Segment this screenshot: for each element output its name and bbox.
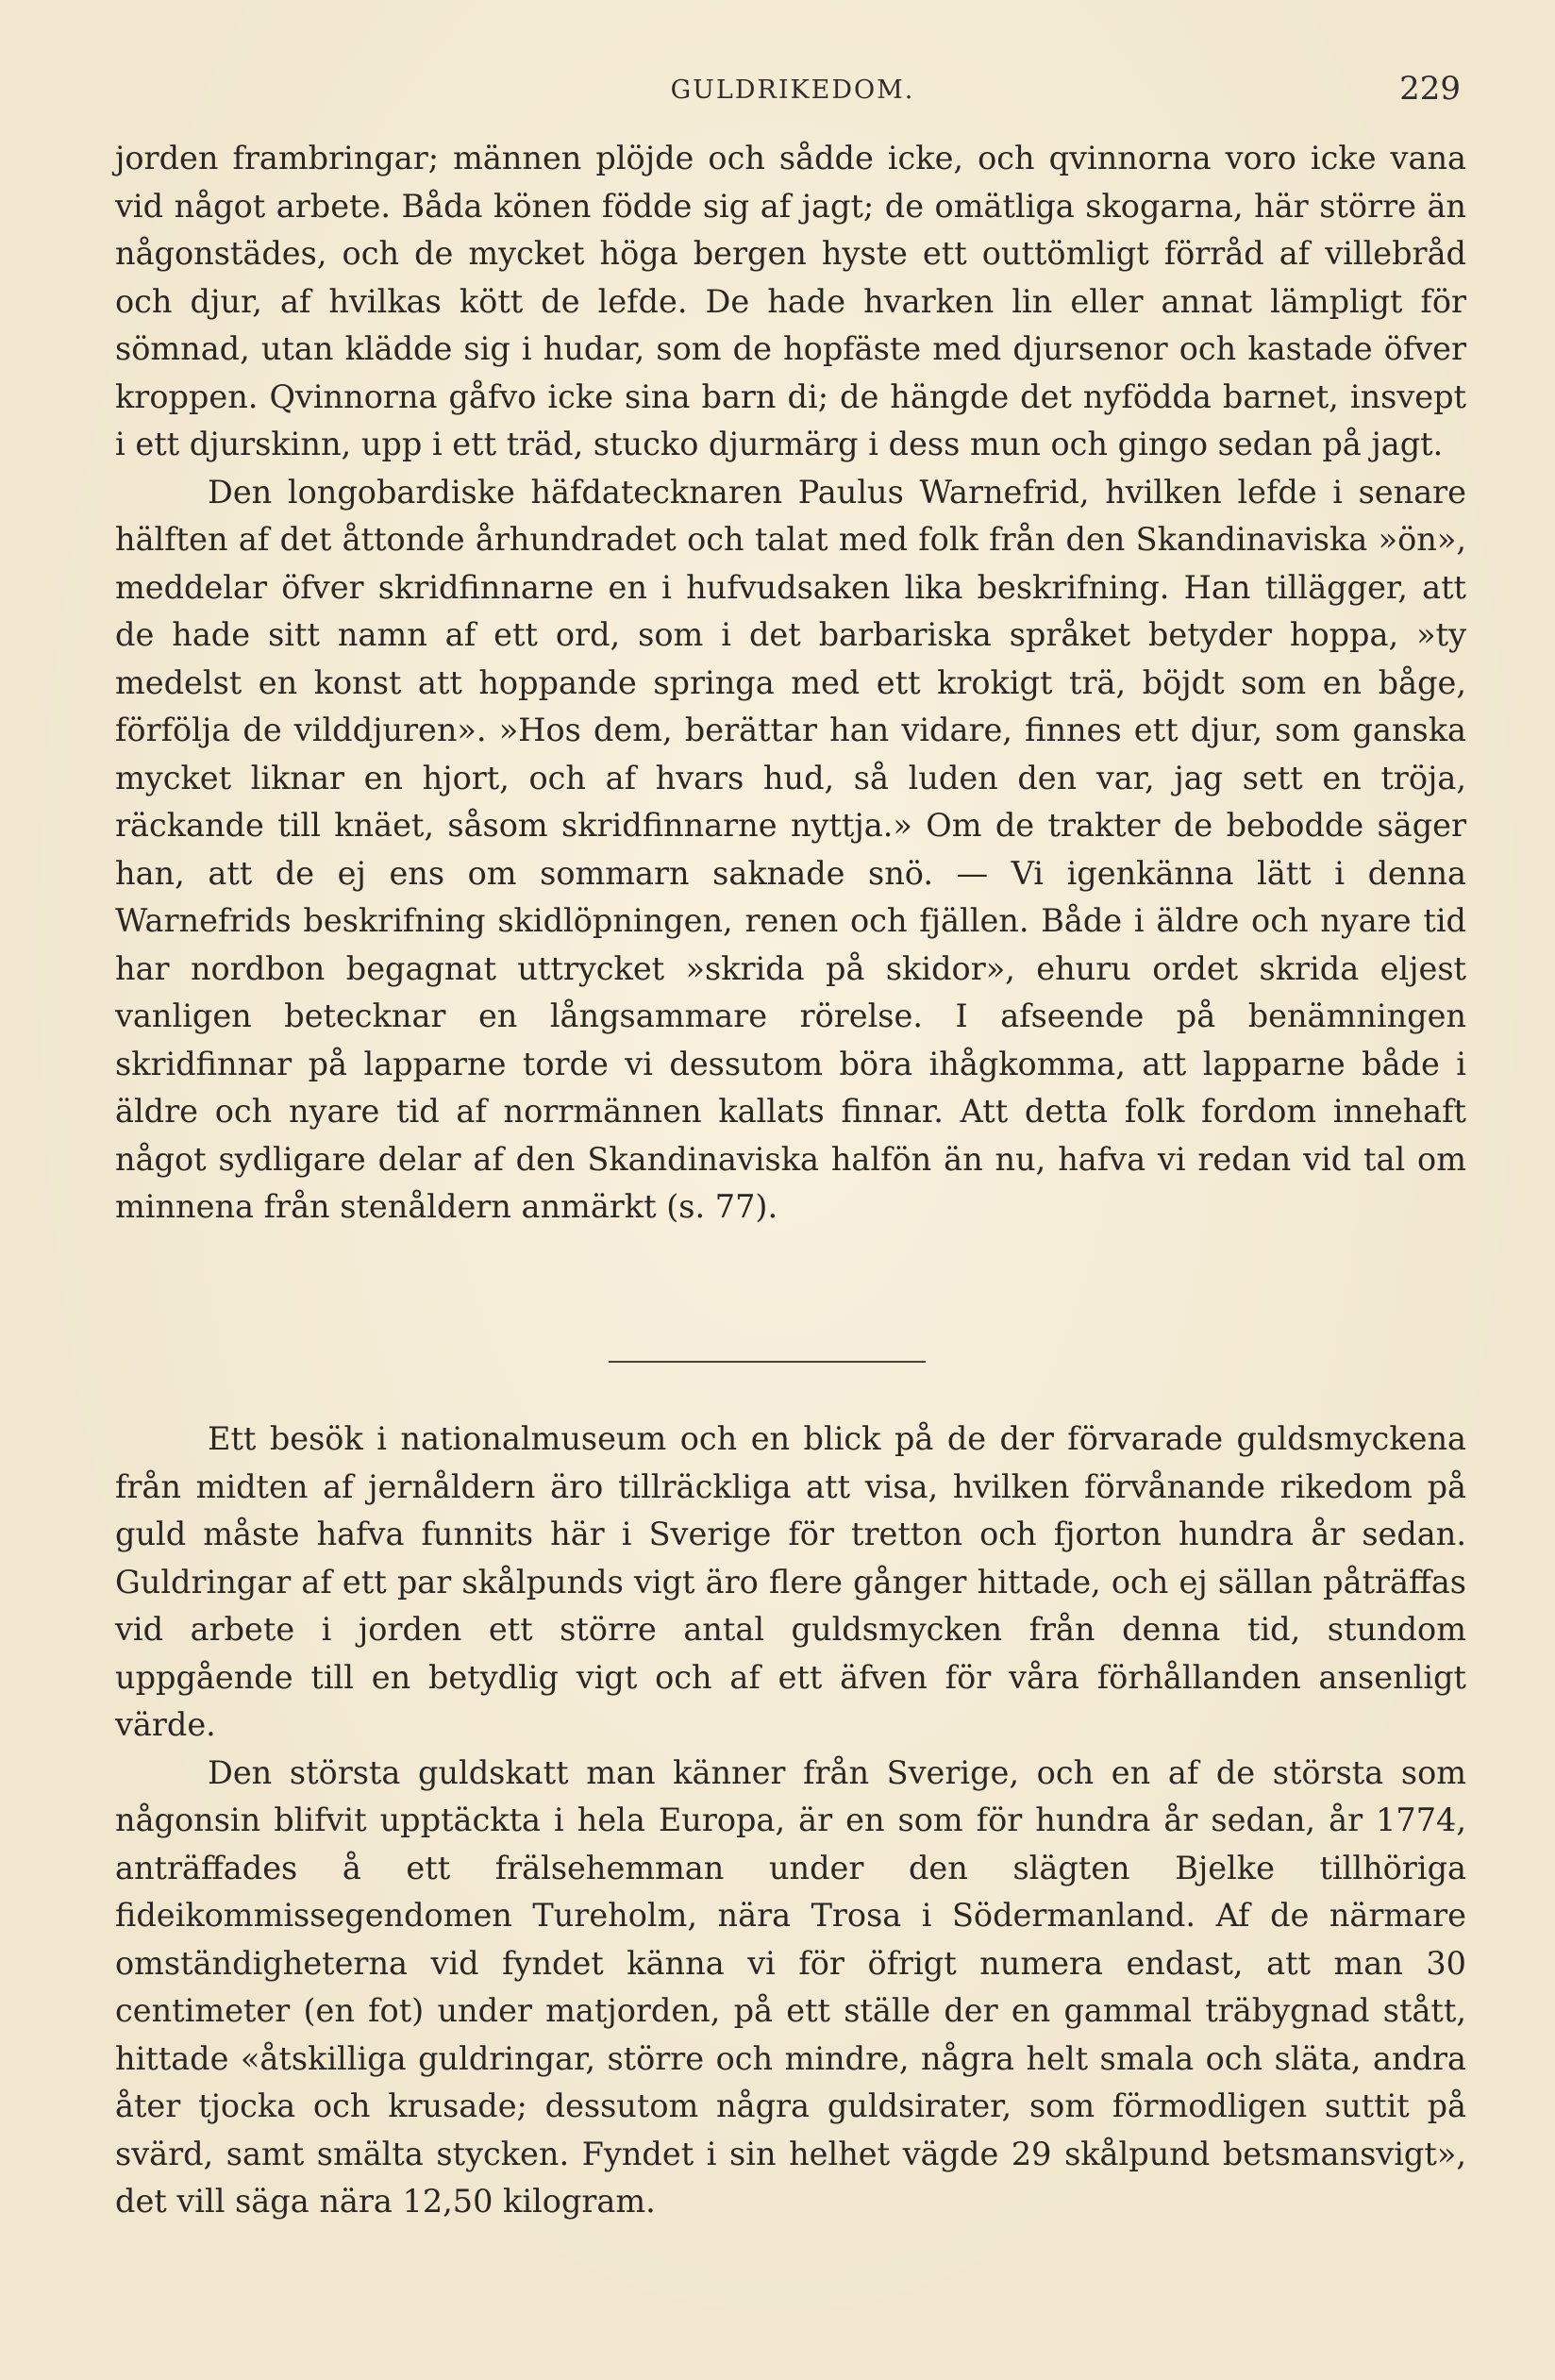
paragraph: Ett besök i nationalmuseum och en blick på de der förvarade guldsmyckena från midten af jernåldern äro tillräckliga att visa, hvilken förvånande rikedom på guld måste hafva funnits här i Sverige för tretton och fjorton hundra år sedan. Guldringar af ett par skålpunds vigt äro flere gånger hittade, och ej sällan påträffas vid arbete i jorden ett större antal guldsmycken från denna tid, stundom uppgående till en betydlig vigt och af ett äfven för våra förhållanden ansenligt värde.	[115, 1420, 1466, 1743]
running-header	[0, 70, 1555, 108]
section-divider	[609, 1361, 926, 1363]
running-title: GULDRIKEDOM.	[670, 75, 915, 105]
text-section-guldskatt	[115, 1416, 1466, 2226]
paragraph: Den longobardiske häfdatecknaren Paulus Warnefrid, hvilken lefde i senare hälften af det åttonde århundradet och talat med folk från den Skandinaviska »ön», meddelar öfver skridfinnarne en i hufvudsaken lika beskrifning. Han tillägger, att de hade sitt namn af ett ord, som i det barbariska språket betyder hoppa, »ty medelst en konst att hoppande springa med ett krokigt trä, böjdt som en båge, förfölja de vilddjuren». »Hos dem, berättar han vidare, finnes ett djur, som ganska mycket liknar en hjort, och af hvars hud, så luden den var, jag sett en tröja, räckande till knäet, såsom skridfinnarne nyttja.» Om de trakter de bebodde säger han, att de ej ens om sommarn saknade snö. — Vi igenkänna lätt i denna Warnefrids beskrifning skidlöpningen, renen och fjällen. Både i äldre och nyare tid har nordbon begagnat uttrycket »skrida på skidor», ehuru ordet skrida eljest vanligen betecknar en långsammare rörelse. I afseende på benämningen skridfinnar på lapparne torde vi dessutom böra ihågkomma, att lapparne både i äldre och nyare tid af norrmännen kallats finnar. Att detta folk fordom innehaft något sydligare delar af den Skandinaviska halfön än nu, hafva vi redan vid tal om minnena från stenåldern anmärkt (s. 77).	[115, 473, 1466, 1225]
text-section-skridfinnar	[115, 135, 1466, 1232]
paragraph: Den största guldskatt man känner från Sverige, och en af de största som någonsin blifvit upptäckta i hela Europa, är en som för hundra år sedan, år 1774, anträffades å ett frälsehemman under den slägten Bjelke tillhöriga fideikommissegendomen Tureholm, nära Trosa i Södermanland. Af de närmare omständigheterna vid fyndet känna vi för öfrigt numera endast, att man 30 centimeter (en fot) under matjorden, på ett ställe der en gammal träbygnad stått, hittade «åtskilliga guldringar, större och mindre, några helt smala och släta, andra åter tjocka och krusade; dessutom några guldsirater, som förmodligen suttit på svärd, samt smälta stycken. Fyndet i sin helhet vägde 29 skålpund betsmansvigt», det vill säga nära 12,50 kilogram.	[115, 1753, 1466, 2220]
page-number: 229	[1399, 70, 1461, 108]
paragraph: jorden frambringar; männen plöjde och sådde icke, och qvinnorna voro icke vana vid något arbete. Båda könen födde sig af jagt; de omätliga skogarna, här större än någonstädes, och de mycket höga bergen hyste ett outtömligt förråd af villebråd och djur, af hvilkas kött de lefde. De hade hvarken lin eller annat lämpligt för sömnad, utan klädde sig i hudar, som de hopfäste med djursenor och kastade öfver kroppen. Qvinnorna gåfvo icke sina barn di; de hängde det nyfödda barnet, insvept i ett djurskinn, upp i ett träd, stucko djurmärg i dess mun och gingo sedan på jagt.	[115, 140, 1466, 462]
